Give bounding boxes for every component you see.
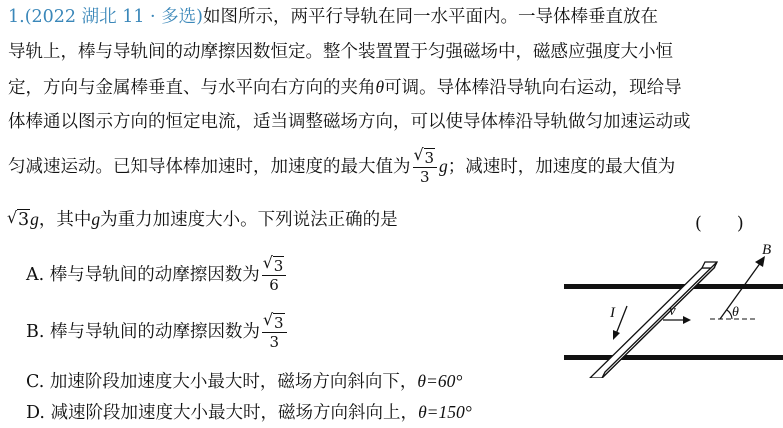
fraction-sqrt3-over-3: √ $\frac{3}{3}$ [413,150,438,185]
question-text: 体棒通以图示方向的恒定电流，适当调整磁场方向，可以使导体棒沿导轨做匀加速运动或 [8,112,691,132]
question-text: 为重力加速度大小。下列说法正确的是 [100,210,398,230]
option-c[interactable] [26,368,462,393]
question-line-5 [8,150,778,185]
option-label: C. [26,372,45,392]
question-text: 如图所示，两平行导轨在同一水平面内。一导体棒垂直放在 [202,7,658,27]
g-symbol: g [439,156,448,176]
question-text: 定，方向与金属棒垂直、与水平向右方向的夹角 [8,78,376,98]
option-a[interactable] [26,258,288,293]
lower-rail [564,355,783,360]
g-symbol: g [30,209,39,229]
question-number: 1. [8,7,25,27]
theta-symbol: θ [375,77,385,97]
field-label: B [762,242,772,258]
sqrt-3: √ 3 [8,210,30,230]
option-label: D. [26,403,45,423]
question-source: (2022 湖北 11 · 多选) [24,7,203,27]
option-text: 减速阶段加速度大小最大时，磁场方向斜向上， [50,403,419,423]
option-b-fraction: √ $\frac{3}{3}$ [262,315,287,350]
option-label: B. [26,322,45,342]
upper-rail [564,284,783,289]
option-d[interactable] [26,399,472,424]
question-line-6 [8,209,778,230]
option-text: 加速阶段加速度大小最大时，磁场方向斜向下， [49,372,418,392]
answer-blank: ( ) [695,214,744,234]
question-line-3 [8,77,778,98]
rail-diagram [550,238,783,378]
option-condition: θ=150° [418,402,472,422]
question-line-1 [8,7,778,27]
current-arrow [613,306,627,340]
question-line-4 [8,112,778,132]
velocity-arrow [663,316,691,324]
option-text: 棒与导轨间的动摩擦因数为 [50,322,261,342]
velocity-label: v [669,303,676,319]
option-a-fraction: √ $\frac{3}{6}$ [262,258,287,293]
question-text: ；减速时，加速度的最大值为 [447,157,676,177]
angle-label: θ [732,305,739,320]
question-text: ，其中 [38,210,92,230]
option-b[interactable] [26,315,289,350]
option-text: 棒与导轨间的动摩擦因数为 [49,265,260,285]
question-text: 匀减速运动。已知导体棒加速时，加速度的最大值为 [8,157,411,177]
question-text: 可调。导体棒沿导轨向右运动，现给导 [384,78,682,98]
current-label: I [610,305,615,321]
option-condition: θ=60° [417,371,463,391]
option-label: A. [26,265,45,285]
question-line-2 [8,42,778,62]
g-symbol: g [91,209,101,229]
question-text: 导轨上，棒与导轨间的动摩擦因数恒定。整个装置置于匀强磁场中，磁感应强度大小恒 [8,42,673,62]
